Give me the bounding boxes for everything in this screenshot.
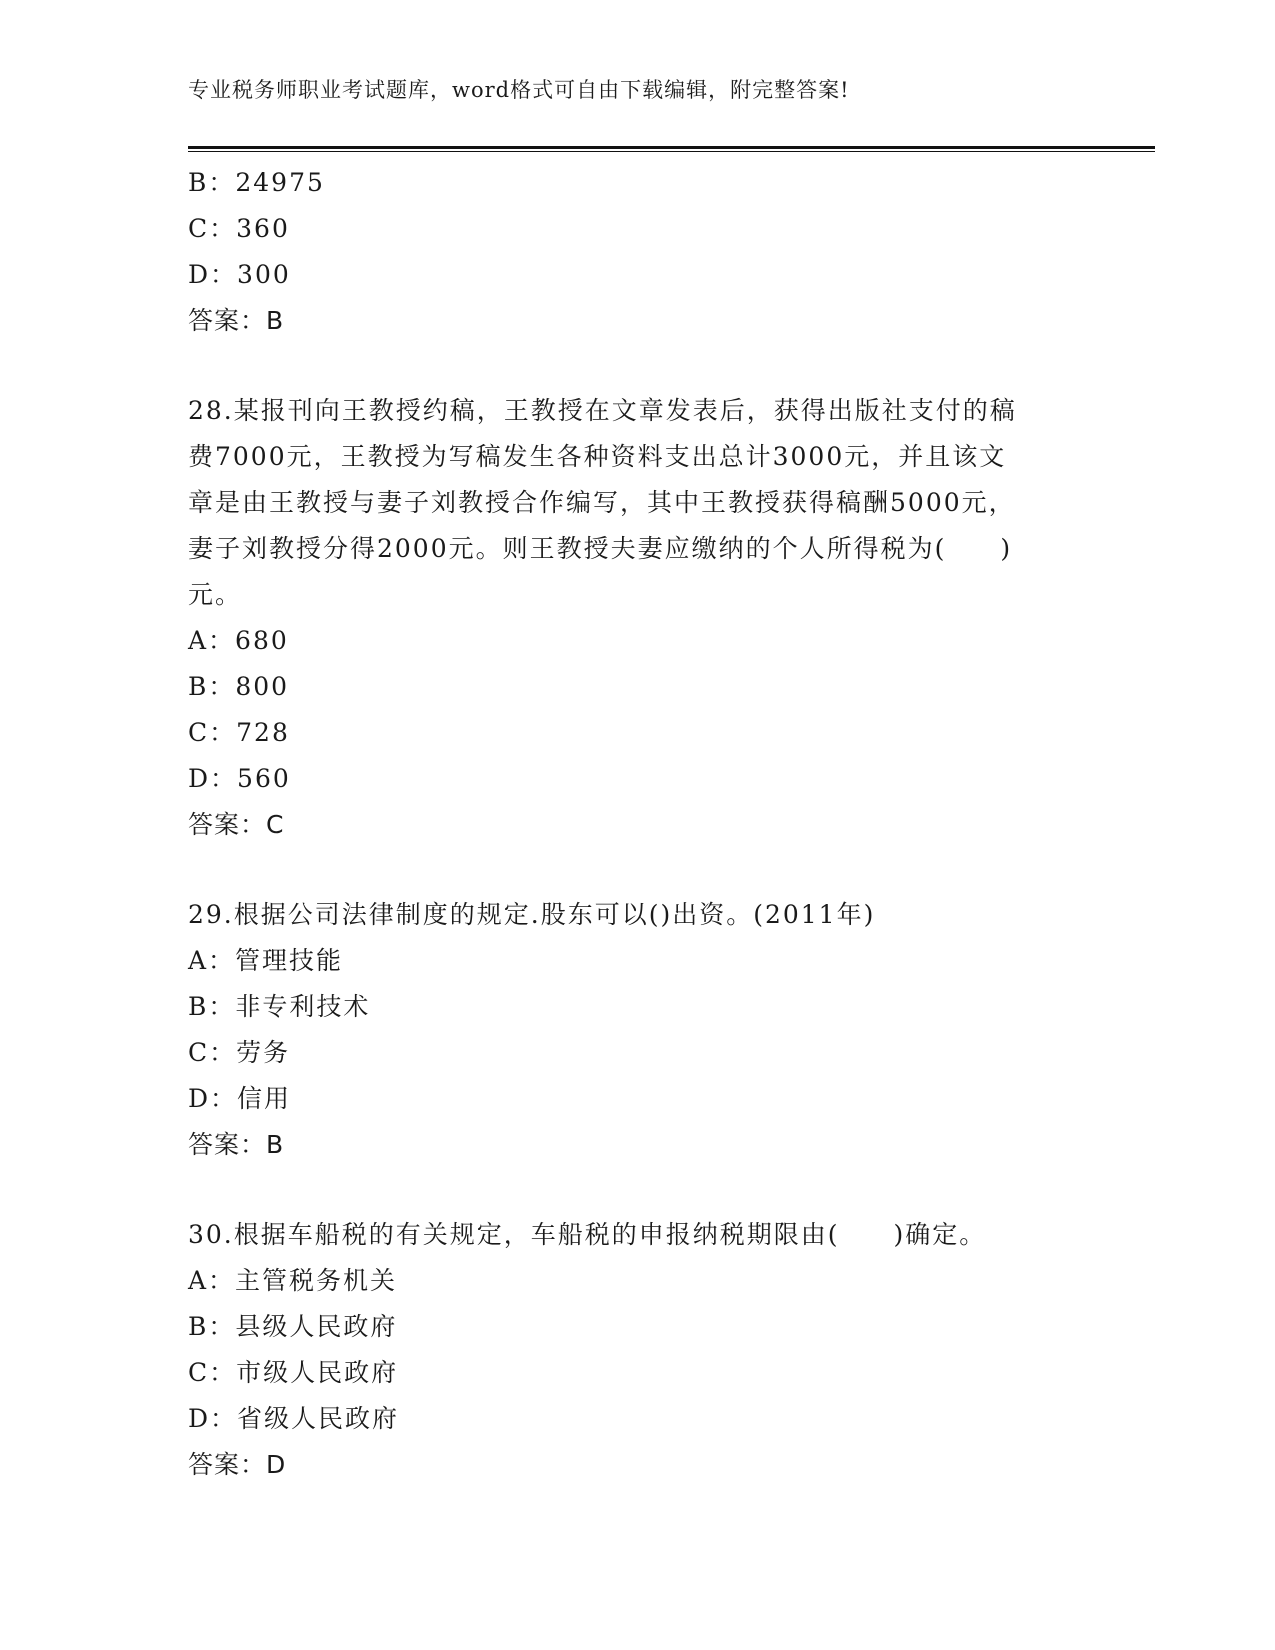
answer-line: 答案：C: [188, 810, 285, 839]
option-a: A：主管税务机关: [188, 1266, 398, 1295]
question-text-line: 章是由王教授与妻子刘教授合作编写，其中王教授获得稿酬5000元，: [188, 488, 1016, 517]
question-text-line: 妻子刘教授分得2000元。则王教授夫妻应缴纳的个人所得税为( ): [188, 534, 1013, 563]
question-27-tail: [188, 160, 1088, 344]
page-header: 专业税务师职业考试题库，word格式可自由下载编辑，附完整答案!: [188, 78, 850, 102]
option-d: D：信用: [188, 1084, 292, 1113]
question-text-line: 29.根据公司法律制度的规定.股东可以()出资。(2011年): [188, 900, 876, 929]
option-c: C：360: [188, 214, 290, 243]
option-c: C：劳务: [188, 1038, 291, 1067]
question-text-line: 费7000元，王教授为写稿发生各种资料支出总计3000元，并且该文: [188, 442, 1007, 471]
question-text-line: 28.某报刊向王教授约稿，王教授在文章发表后，获得出版社支付的稿: [188, 396, 1017, 425]
option-d: D：300: [188, 260, 291, 289]
option-c: C：728: [188, 718, 290, 747]
header-divider-thin: [188, 151, 1155, 152]
answer-line: 答案：D: [188, 1450, 287, 1479]
option-b: B：非专利技术: [188, 992, 371, 1021]
header-divider: [188, 146, 1155, 149]
answer-line: 答案：B: [188, 1130, 285, 1159]
question-text-line: 元。: [188, 580, 243, 609]
option-b: B：县级人民政府: [188, 1312, 398, 1341]
question-list: [188, 160, 1088, 1488]
option-a: A：680: [188, 626, 289, 655]
option-a: A：管理技能: [188, 946, 344, 975]
option-c: C：市级人民政府: [188, 1358, 399, 1387]
question-29: [188, 892, 1088, 1168]
option-d: D：560: [188, 764, 291, 793]
answer-line: 答案：B: [188, 306, 285, 335]
option-d: D：省级人民政府: [188, 1404, 400, 1433]
question-30: [188, 1212, 1088, 1488]
option-b: B：24975: [188, 168, 325, 197]
option-b: B：800: [188, 672, 290, 701]
question-text-line: 30.根据车船税的有关规定，车船税的申报纳税期限由( )确定。: [188, 1220, 987, 1249]
question-28: [188, 388, 1088, 848]
